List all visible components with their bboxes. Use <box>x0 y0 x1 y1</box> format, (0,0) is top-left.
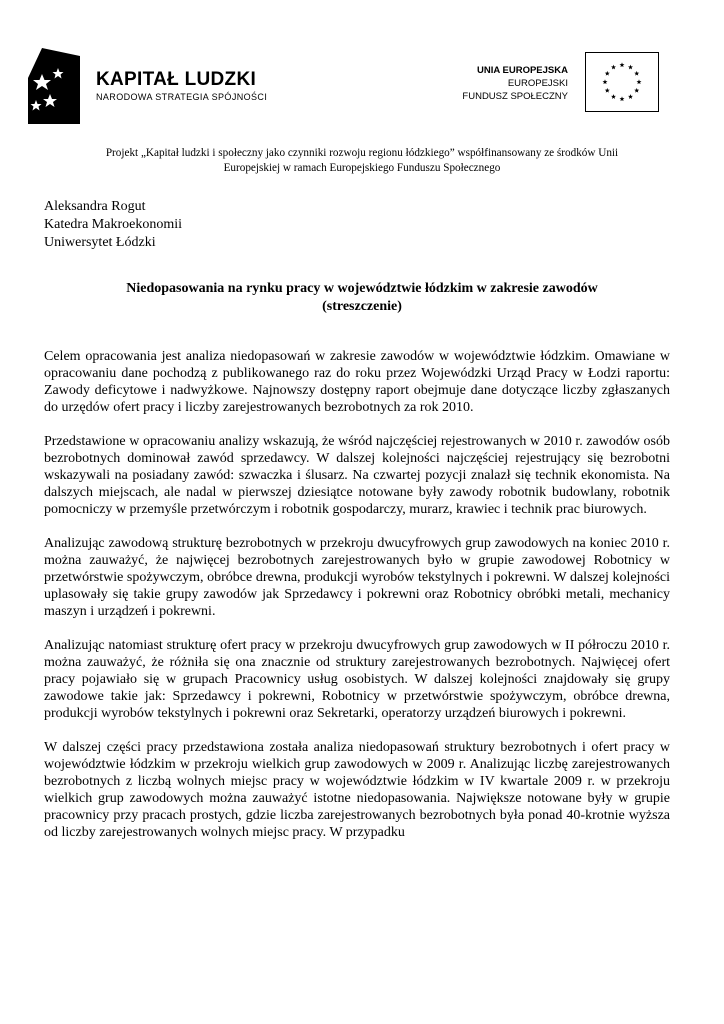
eu-label-line1: UNIA EUROPEJSKA <box>477 65 568 76</box>
project-note-line1: Projekt „Kapitał ludzki i społeczny jako czynniki rozwoju regionu łódzkiego” współfinansowany ze środków Unii <box>105 147 619 159</box>
eu-label-line2: EUROPEJSKI <box>507 78 568 89</box>
paragraph: W dalszej części pracy przedstawiona została analiza niedopasowań struktury bezrobotnych i ofert pracy w województwie łódzkim w przekroju wielkich grup zawodowych w 2009 r. Analizując liczbę zarejestrowanych bezrobotnych z liczbą wolnych miejsc pracy w województwie łódzkim w IV kwartale 2009 r. w przekroju wielkich grup zawodowych można zauważyć istotne niedopasowania. Największe notowane były w grupie pracownicy przy pracach prostych, gdzie liczba zarejestrowanych bezrobotnych była ponad 40-krotnie wyższa od liczby zarejestrowanych wolnych miejsc pracy. W przypadku <box>44 740 670 840</box>
title-line2: (streszczenie) <box>322 299 402 314</box>
paragraph: Celem opracowania jest analiza niedopasowań w zakresie zawodów w województwie łódzkim. Omawiane w opracowaniu dane pochodzą z publikowanego raz do roku przez Wojewódzki Urząd Pracy w Łodzi raportu: Zawody deficytowe i nadwyżkowe. Najnowszy dostępny raport obejmuje dane dotyczące liczby zgłaszanych do urzędów ofert pracy i liczby zarejestrowanych bezrobotnych za rok 2010. <box>44 349 670 415</box>
project-note <box>60 146 664 176</box>
document-header <box>0 0 724 130</box>
document-title <box>60 280 664 316</box>
paragraph: Przedstawione w opracowaniu analizy wskazują, że wśród najczęściej rejestrowanych w 2010 r. zawodów osób bezrobotnych dominował zawód sprzedawcy. W dalszej kolejności najczęściej rejestrujący się bezrobotni wskazywali na posiadany zawód: szwaczka i ślusarz. Na czwartej pozycji znalazł się technik ekonomista. Na dalszych miejscach, ale nadal w pierwszej dziesiątce notowane były zawody robotnik budowlany, robotnik pomocniczy w przemyśle przetwórczym i robotnik gospodarczy, murarz, krawiec i technik prac biurowych. <box>44 434 670 517</box>
logo-title: KAPITAŁ LUDZKI <box>96 69 257 90</box>
logo-subtitle: NARODOWA STRATEGIA SPÓJNOŚCI <box>96 92 268 102</box>
title-line1: Niedopasowania na rynku pracy w województwie łódzkim w zakresie zawodów <box>126 281 598 296</box>
author-department: Katedra Makroekonomii <box>44 217 183 232</box>
paragraph: Analizując zawodową strukturę bezrobotnych w przekroju dwucyfrowych grup zawodowych na koniec 2010 r. można zauważyć, że najwięcej bezrobotnych zarejestrowanych było w grupie zawodowej Robotnicy w przetwórstwie spożywczym, obróbce drewna, produkcji wyrobów tekstylnych i pokrewni. W dalszej kolejności uplasowały się takie grupy zawodów jak Sprzedawcy i pokrewni oraz Robotnicy obróbki metali, mechanicy maszyn i urządzeń i pokrewni. <box>44 536 670 619</box>
author-name: Aleksandra Rogut <box>44 199 146 214</box>
author-block <box>44 198 182 252</box>
kapital-ludzki-logo-icon <box>28 48 80 124</box>
paragraph: Analizując natomiast strukturę ofert pracy w przekroju dwucyfrowych grup zawodowych w II półroczu 2010 r. można zauważyć, że różniła się ona znacznie od struktury zarejestrowanych bezrobotnych. Najwięcej ofert pracy pojawiało się w grupach Pracownicy usług osobistych. W dalszej kolejności znajdowały się grupy zawodowe takie jak: Sprzedawcy i pokrewni, Robotnicy w przetwórstwie spożywczym, obróbce drewna, produkcji wyrobów tekstylnych i pokrewni oraz Sekretarki, operatorzy urządzeń biurowych i pokrewni. <box>44 638 670 721</box>
project-note-line2: Europejskiej w ramach Europejskiego Funduszu Społecznego <box>223 162 501 174</box>
eu-fund-label <box>462 64 568 103</box>
document-body <box>44 348 670 858</box>
eu-label-line3: FUNDUSZ SPOŁECZNY <box>462 91 568 102</box>
logo-text <box>96 70 267 102</box>
author-university: Uniwersytet Łódzki <box>44 235 156 250</box>
eu-flag-icon <box>585 52 659 112</box>
